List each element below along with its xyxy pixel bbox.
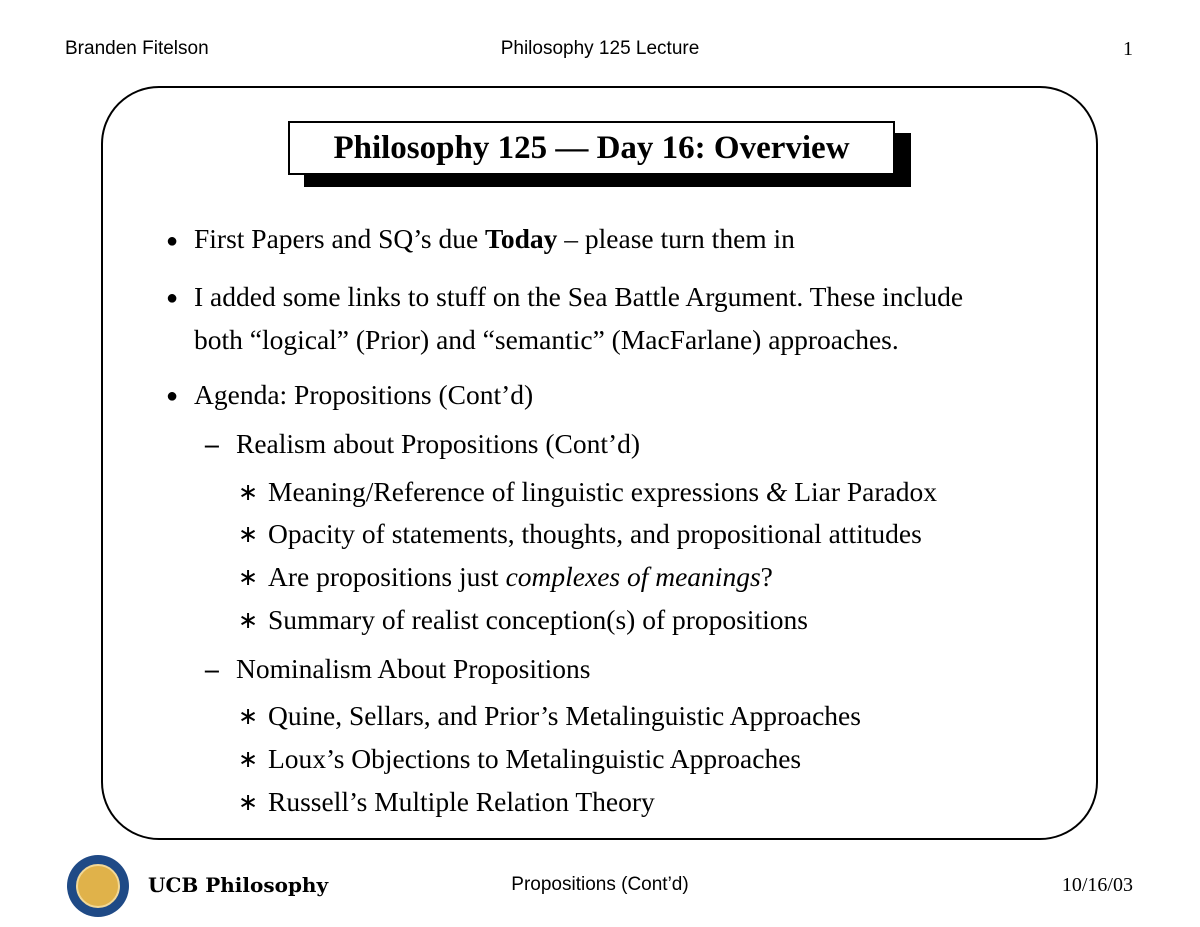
asterisk-icon: ∗ — [238, 480, 259, 506]
bullet-icon: ● — [166, 230, 179, 252]
realism-item-opacity: Opacity of statements, thoughts, and propositional attitudes — [268, 518, 922, 549]
item-text: ? — [760, 561, 773, 592]
asterisk-icon: ∗ — [238, 565, 259, 591]
bullet-bold-today: Today — [485, 223, 558, 254]
realism-item-summary: Summary of realist conception(s) of propositions — [268, 604, 808, 635]
asterisk-icon: ∗ — [238, 747, 259, 773]
bullet-papers-due — [194, 219, 795, 259]
header-author: Branden Fitelson — [65, 38, 209, 59]
footer-institution: UCB Philosophy — [148, 873, 329, 897]
nominalism-heading: Nominalism About Propositions — [236, 653, 591, 684]
item-italic: complexes of meanings — [505, 561, 761, 592]
realism-item-meaning — [268, 472, 937, 512]
nominalism-item-quine: Quine, Sellars, and Prior’s Metalinguistic Approaches — [268, 700, 861, 731]
bullet-icon: ● — [166, 385, 179, 407]
realism-heading: Realism about Propositions (Cont’d) — [236, 428, 641, 459]
dash-icon: – — [205, 428, 219, 459]
item-text: Are propositions just — [268, 561, 506, 592]
bullet-sea-battle-line2: both “logical” (Prior) and “semantic” (MacFarlane) approaches. — [194, 324, 899, 355]
bullet-icon: ● — [166, 287, 179, 309]
item-text: Meaning/Reference of linguistic expressions — [268, 476, 766, 507]
header-course: Philosophy 125 Lecture — [500, 38, 700, 59]
dash-icon: – — [205, 653, 219, 684]
slide-title: Philosophy 125 — Day 16: Overview — [288, 121, 895, 175]
bullet-text: – please turn them in — [557, 223, 795, 254]
asterisk-icon: ∗ — [238, 608, 259, 634]
nominalism-item-loux: Loux’s Objections to Metalinguistic Approaches — [268, 743, 802, 774]
asterisk-icon: ∗ — [238, 522, 259, 548]
bullet-agenda: Agenda: Propositions (Cont’d) — [194, 379, 534, 410]
asterisk-icon: ∗ — [238, 790, 259, 816]
item-text: Liar Paradox — [787, 476, 937, 507]
footer-topic: Propositions (Cont’d) — [511, 874, 689, 895]
nominalism-item-russell: Russell’s Multiple Relation Theory — [268, 786, 655, 817]
bullet-text: First Papers and SQ’s due — [194, 223, 486, 254]
ampersand: & — [765, 476, 788, 507]
footer-date: 10/16/03 — [1061, 874, 1133, 896]
asterisk-icon: ∗ — [238, 704, 259, 730]
realism-item-complexes — [268, 557, 773, 597]
bullet-sea-battle-line1: I added some links to stuff on the Sea Battle Argument. These include — [194, 281, 964, 312]
header-page-number: 1 — [1123, 38, 1133, 60]
